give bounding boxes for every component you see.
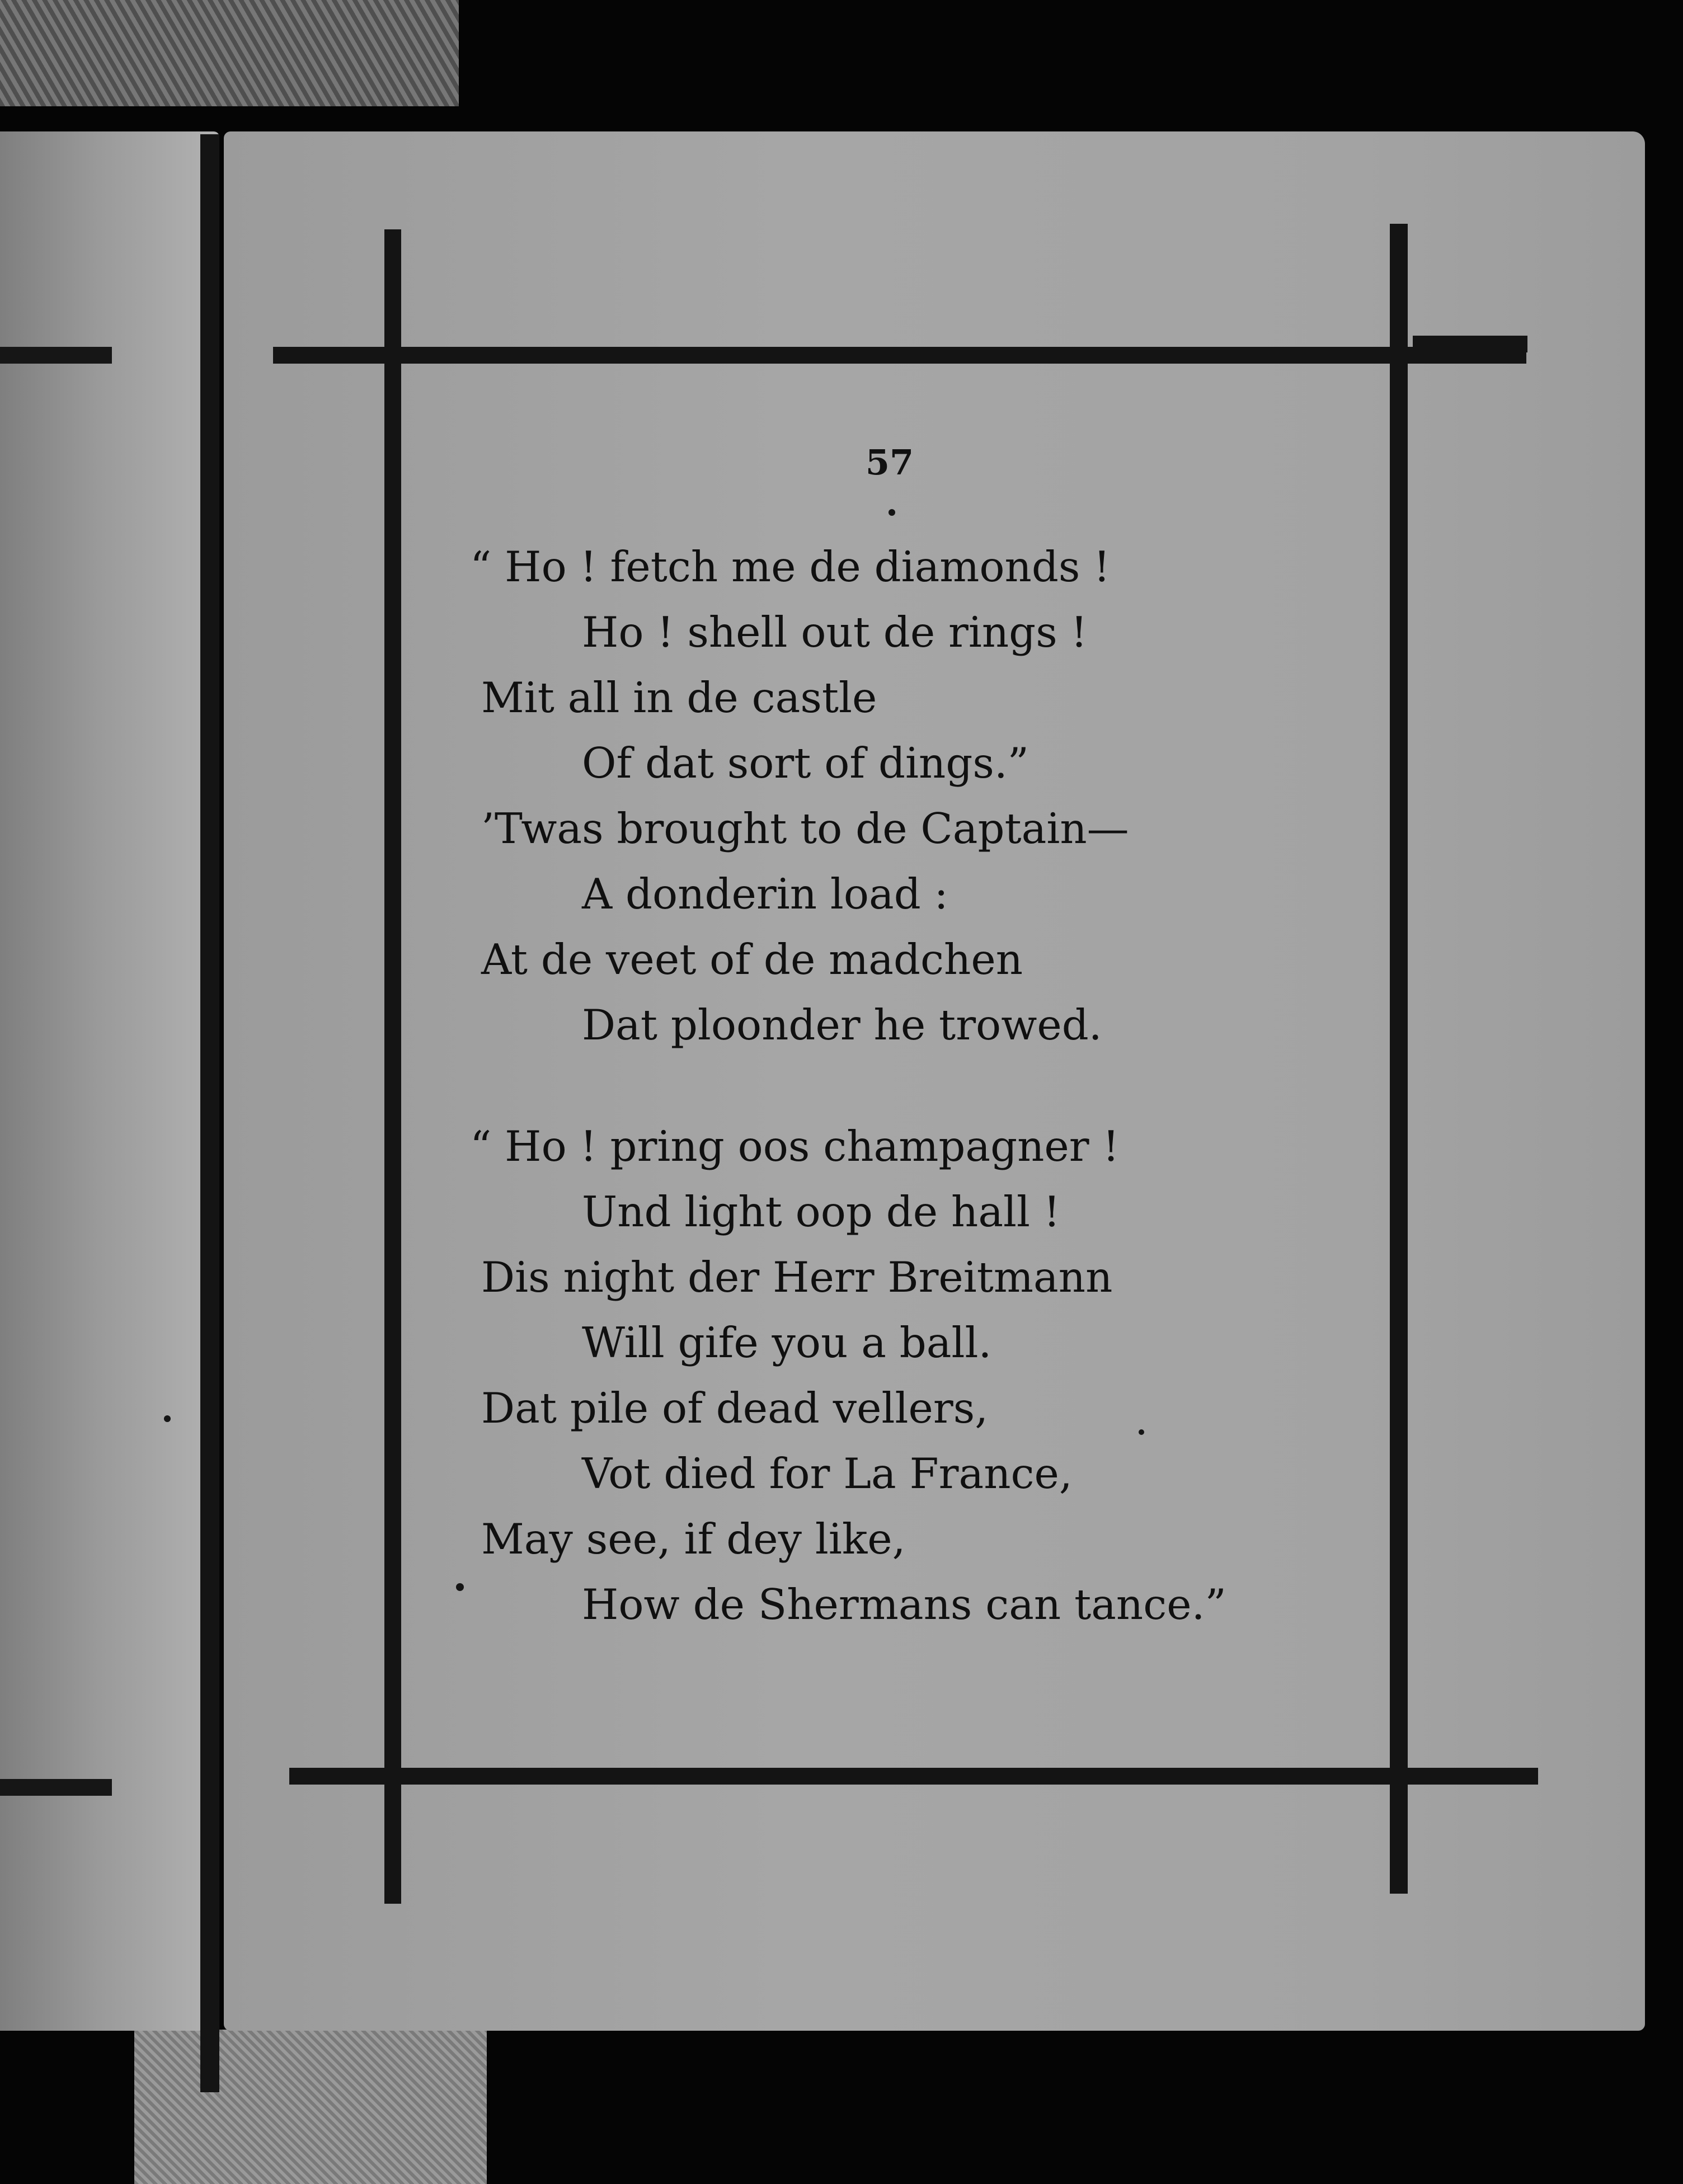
verse-line: May see, if dey like, [481, 1514, 906, 1564]
poem-text [470, 534, 1264, 1637]
verse-line: ’Twas brought to de Captain— [481, 804, 1129, 853]
background-cloth-top [0, 0, 459, 106]
verse-line: Of dat sort of dings.” [582, 738, 1029, 788]
frame-rule-left [384, 229, 401, 1904]
verse-line: Vot died for La France, [582, 1449, 1073, 1498]
frame-rule-top [273, 347, 1526, 364]
ink-speck [456, 1583, 464, 1591]
facing-page-rule-bottom [0, 1779, 112, 1796]
ink-speck [888, 509, 895, 516]
facing-page-rule-top [0, 347, 112, 364]
stanza-1 [470, 534, 1264, 1058]
stanza-2 [470, 1114, 1264, 1637]
verse-line: How de Shermans can tance.” [582, 1580, 1226, 1629]
verse-line: Dat ploonder he trowed. [582, 1000, 1102, 1049]
frame-rule-right [1390, 224, 1408, 1894]
verse-line: Ho ! shell out de rings ! [582, 608, 1088, 657]
verse-line: Dis night der Herr Breitmann [481, 1253, 1113, 1302]
book-gutter [200, 134, 219, 2092]
background-cloth-bottom [134, 2030, 487, 2184]
frame-rule-bottom [289, 1768, 1538, 1785]
verse-line: Will gife you a ball. [582, 1318, 992, 1367]
frame-rule-top-right [1413, 336, 1527, 352]
verse-line: Und light oop de hall ! [582, 1187, 1060, 1236]
verse-line: “ Ho ! pring oos champagner ! [470, 1122, 1120, 1171]
verse-line: Mit all in de castle [481, 673, 877, 722]
ink-speck [164, 1415, 171, 1422]
verse-line: A donderin load : [582, 869, 948, 919]
verse-line: Dat pile of dead vellers, [481, 1383, 989, 1433]
facing-page-left [0, 131, 219, 2031]
page-number: 57 [865, 442, 914, 483]
verse-line: At de veet of de madchen [481, 935, 1023, 984]
verse-line: “ Ho ! fetch me de diamonds ! [470, 542, 1111, 591]
